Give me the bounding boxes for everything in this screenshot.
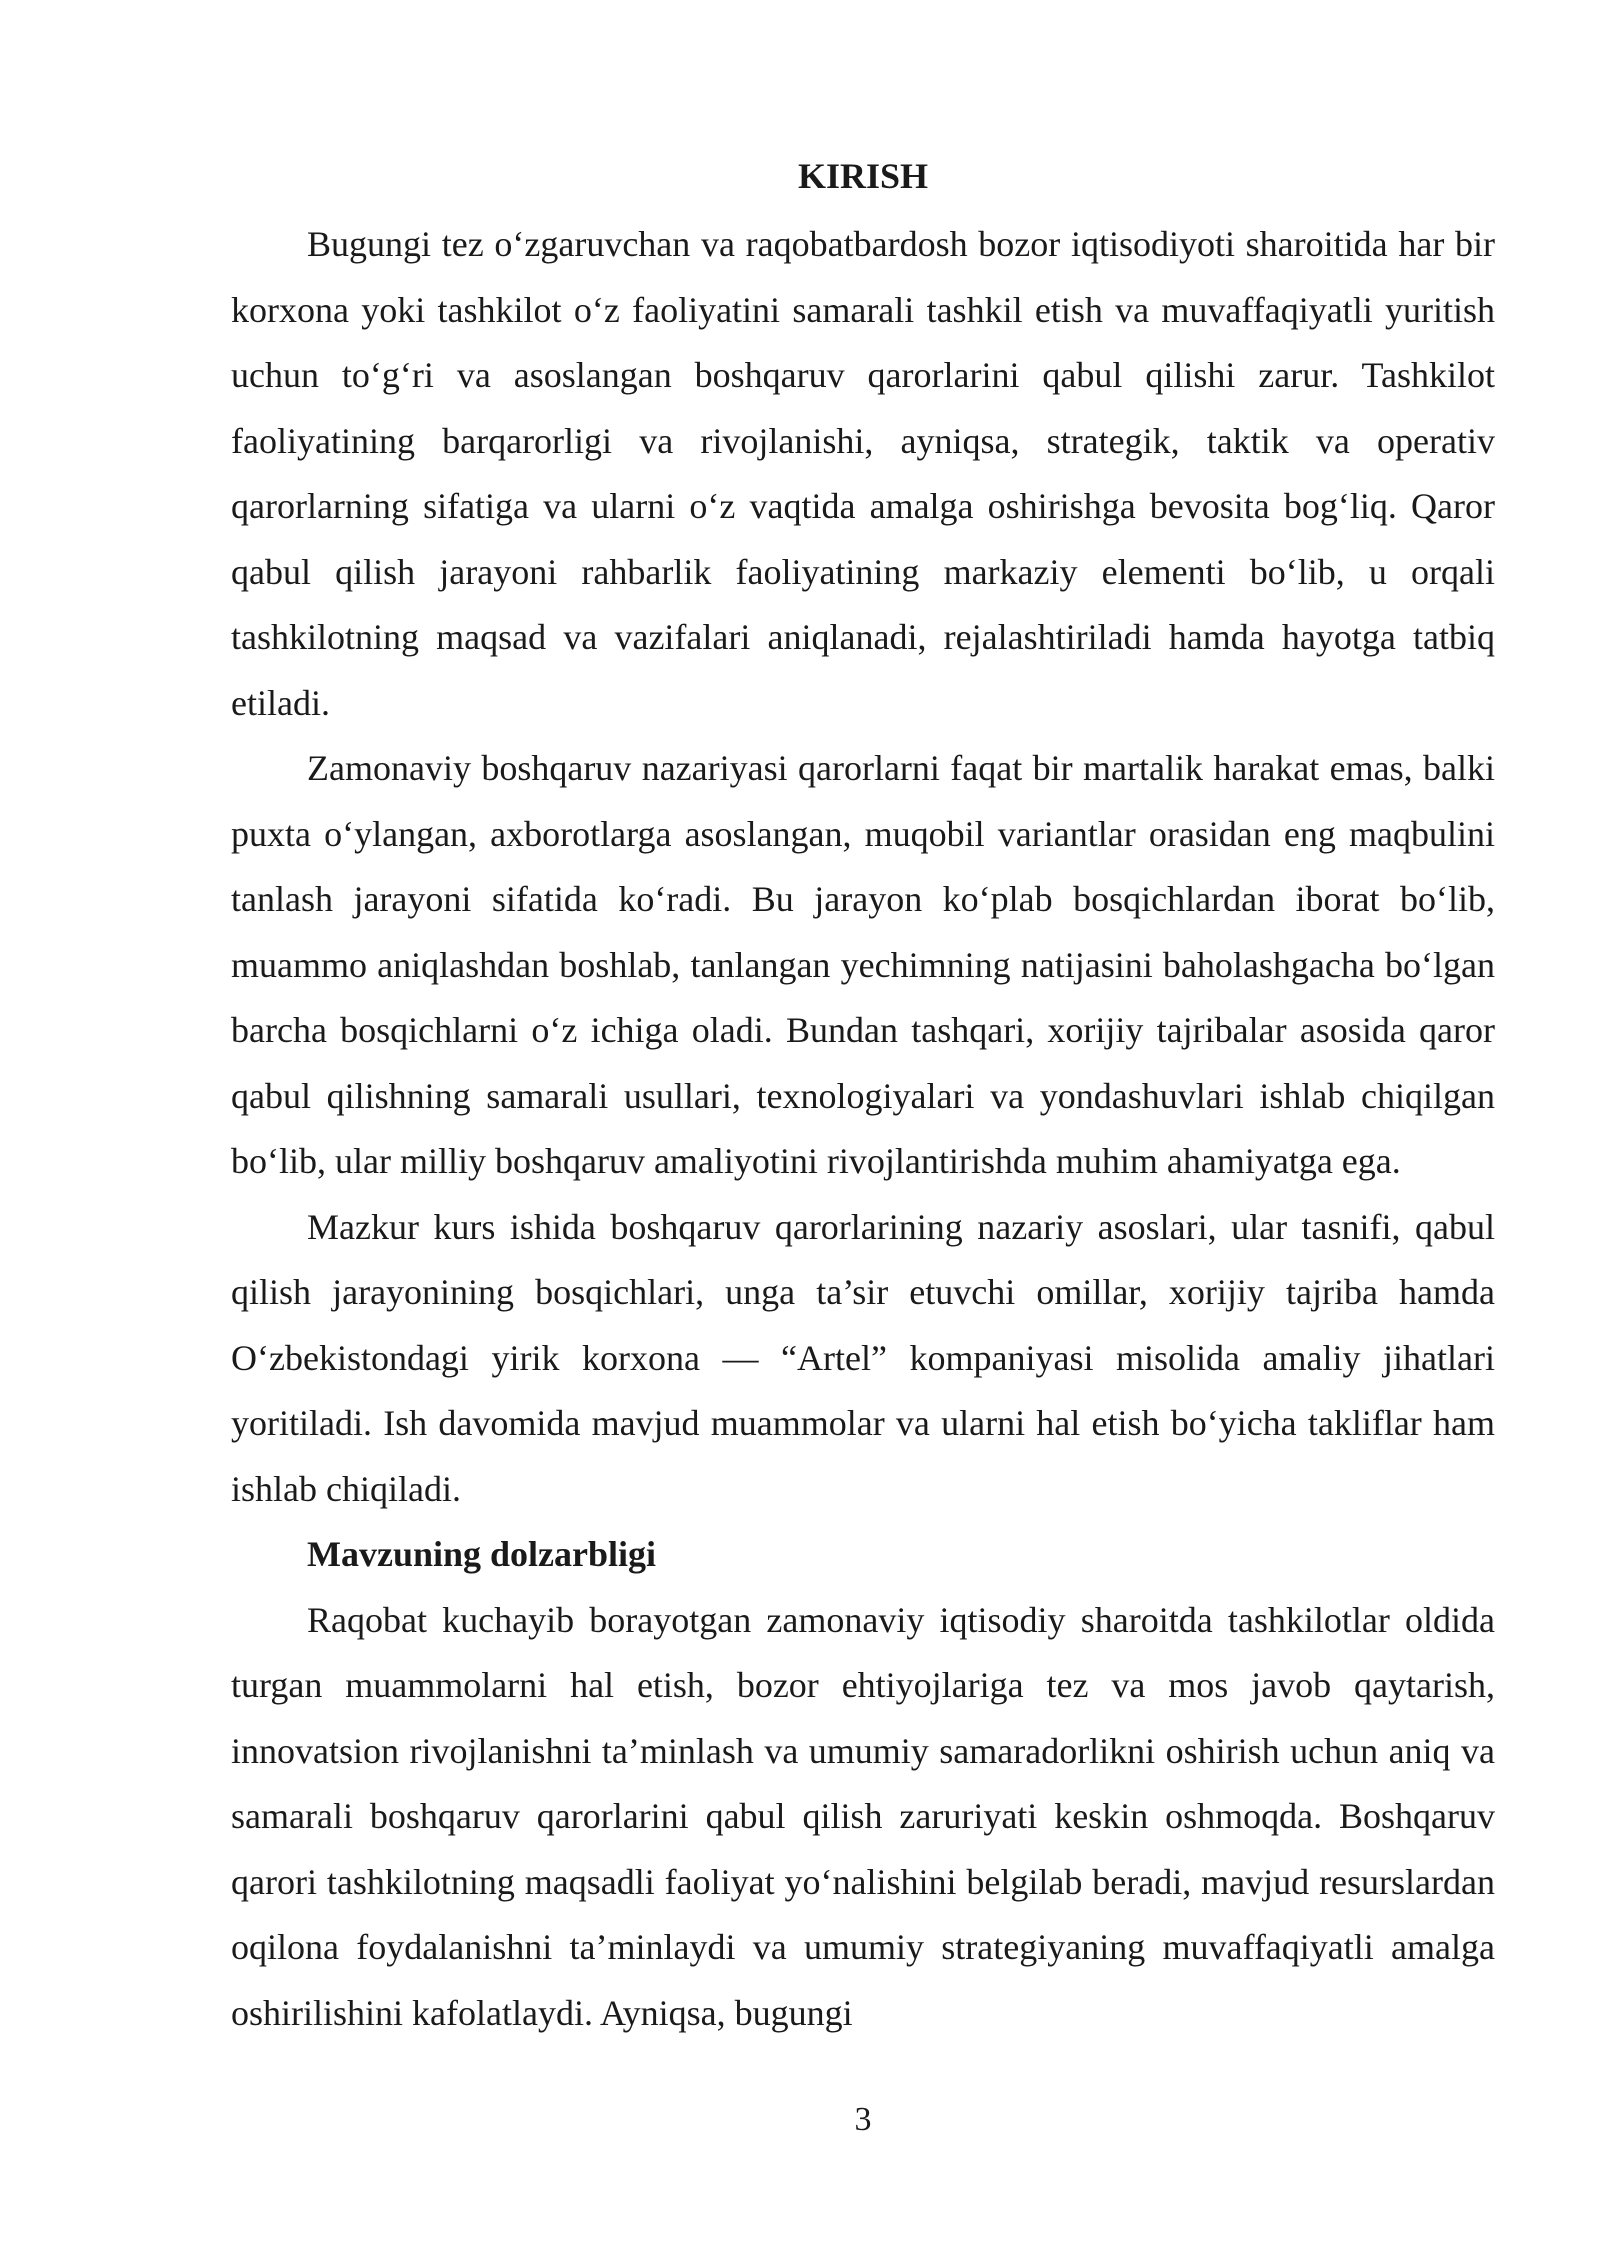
body-paragraph-3: Mazkur kurs ishida boshqaruv qarorlarining nazariy asoslari, ular tasnifi, qabul qilish jarayonining bosqichlari, unga ta’sir etuvchi omillar, xorijiy tajriba hamda O‘zbekistondagi yirik korxona — “Artel” kompaniyasi misolida amaliy jihatlari yoritiladi. Ish davomida mavjud muammolar va ularni hal etish bo‘yicha takliflar ham ishlab chiqiladi. — [231, 1206, 1495, 1509]
section-title: KIRISH — [797, 156, 929, 196]
body-paragraph-1: Bugungi tez o‘zgaruvchan va raqobatbardosh bozor iqtisodiyoti sharoitida har bir korxona yoki tashkilot o‘z faoliyatini samarali tashkil etish va muvaffaqiyatli yuritish uchun to‘g‘ri va asoslangan boshqaruv qarorlarini qabul qilishi zarur. Tashkilot faoliyatining barqarorligi va rivojlanishi, ayniqsa, strategik, taktik va operativ qarorlarning sifatiga va ularni o‘z vaqtida amalga oshirishga bevosita bog‘liq. Qaror qabul qilish jarayoni rahbarlik faoliyatining markaziy elementi bo‘lib, u orqali tashkilotning maqsad va vazifalari aniqlanadi, rejalashtiriladi hamda hayotga tatbiq etiladi. — [231, 224, 1495, 723]
page-number: 3 — [854, 2101, 872, 2138]
page-content — [231, 150, 1495, 2046]
body-paragraph-2: Zamonaviy boshqaruv nazariyasi qarorlarni faqat bir martalik harakat emas, balki puxta o‘ylangan, axborotlarga asoslangan, muqobil variantlar orasidan eng maqbulini tanlash jarayoni sifatida ko‘radi. Bu jarayon ko‘plab bosqichlardan iborat bo‘lib, muammo aniqlashdan boshlab, tanlangan yechimning natijasini baholashgacha bo‘lgan barcha bosqichlarni o‘z ichiga oladi. Bundan tashqari, xorijiy tajribalar asosida qaror qabul qilishning samarali usullari, texnologiyalari va yondashuvlari ishlab chiqilgan bo‘lib, ular milliy boshqaruv amaliyotini rivojlantirishda muhim ahamiyatga ega. — [231, 748, 1495, 1181]
subsection-heading: Mavzuning dolzarbligi — [307, 1534, 657, 1574]
subsection-paragraph-1: Raqobat kuchayib borayotgan zamonaviy iqtisodiy sharoitda tashkilotlar oldida turgan muammolarni hal etish, bozor ehtiyojlariga tez va mos javob qaytarish, innovatsion rivojlanishni ta’minlash va umumiy samaradorlikni oshirish uchun aniq va samarali boshqaruv qarorlarini qabul qilish zaruriyati keskin oshmoqda. Boshqaruv qarori tashkilotning maqsadli faoliyat yo‘nalishini belgilab beradi, mavjud resurslardan oqilona foydalanishni ta’minlaydi va umumiy strategiyaning muvaffaqiyatli amalga oshirilishini kafolatlaydi. Ayniqsa, bugungi — [231, 1599, 1495, 2033]
